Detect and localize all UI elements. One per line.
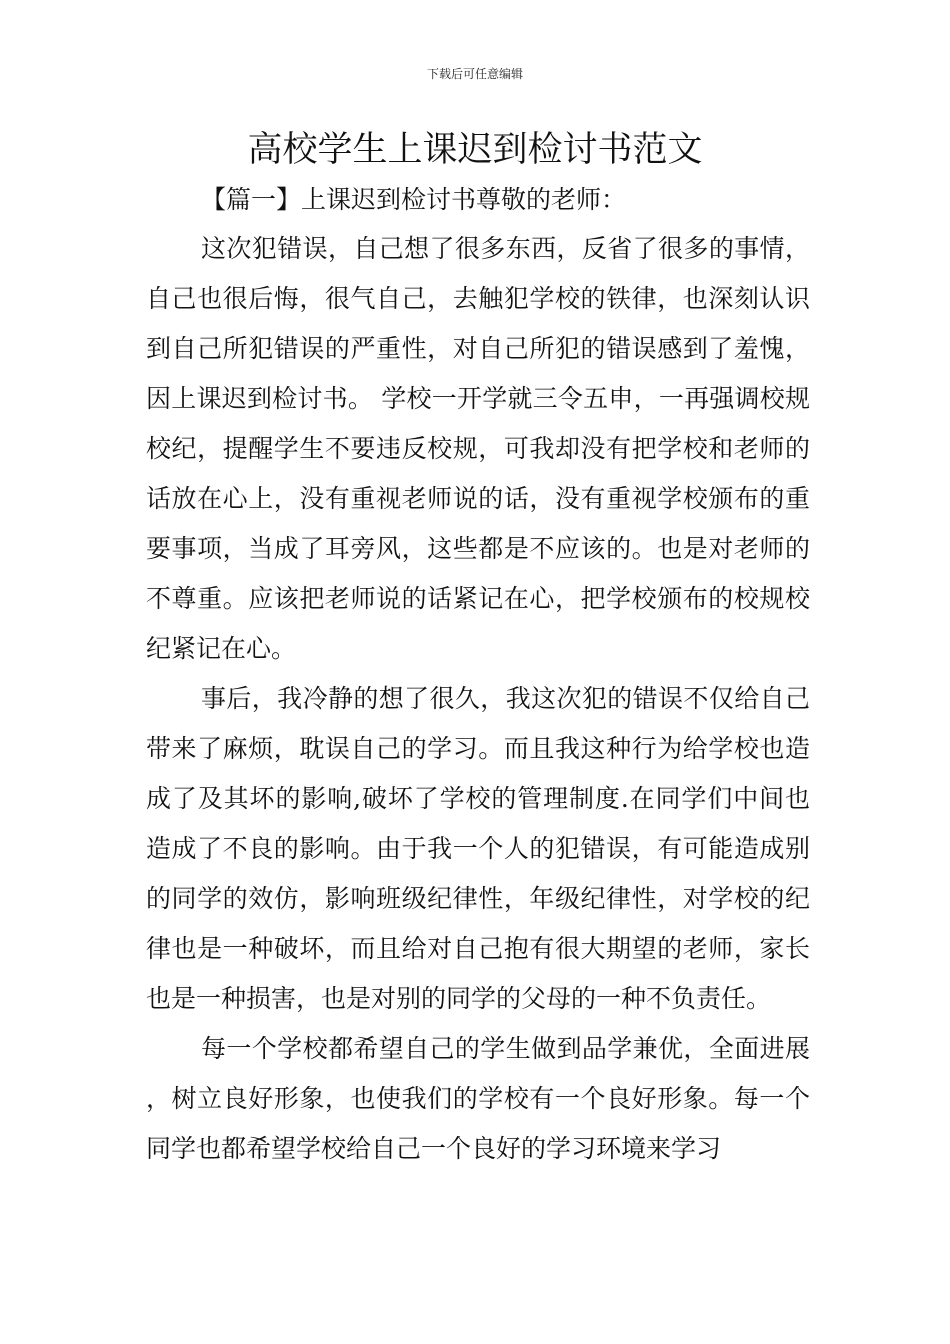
section-heading: 【篇一】上课迟到检讨书尊敬的老师： [201, 185, 627, 214]
header-note: 下载后可任意编辑 [426, 67, 523, 81]
document-title: 高校学生上课迟到检讨书范文 [247, 130, 703, 170]
document-body [146, 176, 810, 1174]
paragraph-2: 事后，我冷静的想了很久，我这次犯的错误不仅给自己带来了麻烦，耽误自己的学习。而且我这种行为给学校也造成了及其坏的影响,破坏了学校的管理制度.在同学们中间也造成了不良的影响。由于我一个人的犯错误，有可能造成别的同学的效仿，影响班级纪律性，年级纪律性，对学校的纪律也是一种破坏，而且给对自己抱有很大期望的老师，家长也是一种损害，也是对别的同学的父母的一种不负责任。 [146, 684, 810, 1013]
paragraph-1: 这次犯错误，自己想了很多东西，反省了很多的事情，自己也很后悔，很气自己，去触犯学校的铁律，也深刻认识到自己所犯错误的严重性，对自己所犯的错误感到了羞愧，因上课迟到检讨书。 学校一开学就三令五申，一再强调校规校纪，提醒学生不要违反校规，可我却没有把学校和老师的话放在心上，没有重视老师说的话，没有重视学校颁布的重要事项，当成了耳旁风，这些都是不应该的。也是对老师的不尊重。应该把老师说的话紧记在心，把学校颁布的校规校纪紧记在心。 [146, 234, 810, 663]
paragraph-3: 每一个学校都希望自己的学生做到品学兼优，全面进展，树立良好形象，也使我们的学校有一个良好形象。每一个同学也都希望学校给自己一个良好的学习环境来学习 [146, 1034, 810, 1163]
